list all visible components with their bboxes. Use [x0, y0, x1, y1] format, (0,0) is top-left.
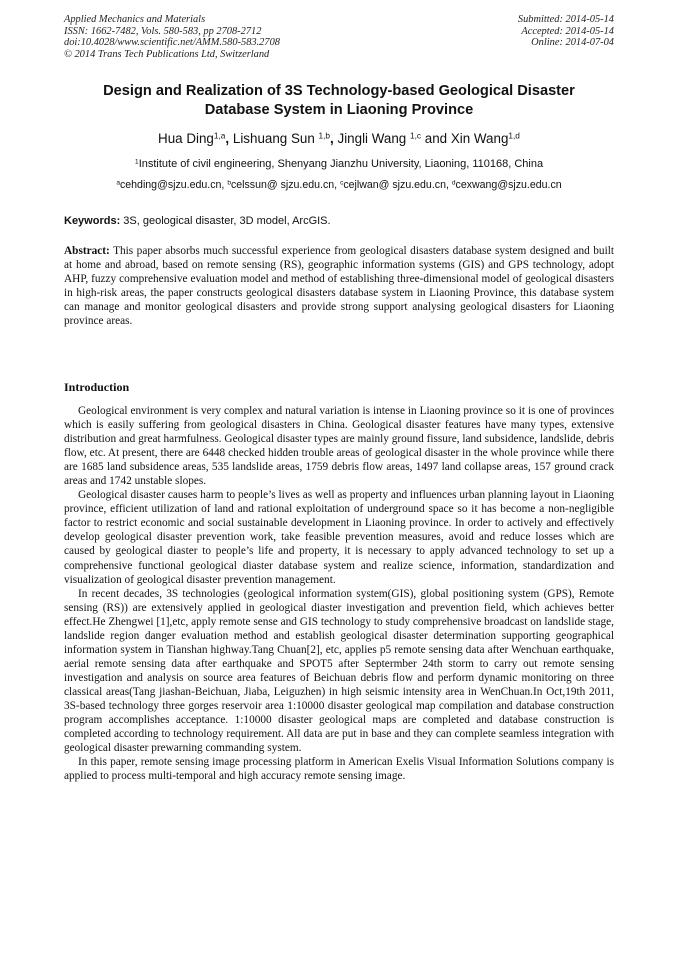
journal-name: Applied Mechanics and Materials — [64, 14, 206, 25]
author-name: Hua Ding — [158, 131, 214, 146]
email-link[interactable]: celssun@ sjzu.edu.cn, — [230, 179, 341, 191]
email-mark: c — [340, 179, 344, 187]
author-list — [60, 130, 618, 148]
title-line-1: Design and Realization of 3S Technology-based Geological Disaster — [103, 83, 575, 99]
author-name: Lishuang Sun — [232, 131, 319, 146]
email-link[interactable]: cehding@sjzu.edu.cn, — [119, 179, 228, 191]
abstract-text: This paper absorbs much successful experience from geological disasters database system designed and built at home and abroad, based on remote sensing (RS), geographic information systems (GIS) and GPS technology, adopt AHP, fuzzy comprehensive evaluation model and method of establishing three-dimensional model of geological disasters in high-risk areas, the paper constructs geological disasters database system in Liaoning Province, this database system can manage and monitor geological disasters and provide strong support analysing geological disasters for Liaoning province areas. — [64, 245, 614, 328]
keywords-label: Keywords: — [64, 215, 121, 227]
online-date: Online: 2014-07-04 — [531, 37, 614, 49]
author-affiliation-mark: 1,d — [508, 130, 520, 141]
journal-issn: ISSN: 1662-7482, Vols. 580-583, pp 2708-2712 — [64, 25, 262, 37]
author-affiliation-mark: 1,b — [318, 130, 331, 141]
section-heading-introduction: Introduction — [64, 380, 130, 394]
email-link[interactable]: cexwang@sjzu.edu.cn — [455, 179, 562, 191]
publication-dates — [518, 14, 614, 49]
email-mark: b — [227, 179, 231, 187]
journal-copyright: © 2014 Trans Tech Publications Ltd, Switzerland — [64, 48, 270, 60]
author-affiliation-mark: 1,c — [409, 130, 422, 141]
author-separator: , — [225, 131, 233, 146]
abstract-label: Abstract: — [64, 245, 110, 257]
submitted-date: Submitted: 2014-05-14 — [517, 14, 614, 25]
author-conjunction: and — [421, 131, 451, 146]
paper-title — [60, 82, 618, 119]
author-separator: , — [330, 131, 338, 146]
accepted-date: Accepted: 2014-05-14 — [521, 25, 614, 37]
affiliation-mark: 1 — [134, 158, 139, 166]
author-emails — [60, 178, 618, 192]
affiliation — [60, 157, 618, 171]
journal-doi[interactable]: doi:10.4028/www.scientific.net/AMM.580-583.2708 — [64, 37, 280, 49]
email-mark: d — [451, 179, 456, 187]
email-link[interactable]: cejlwan@ sjzu.edu.cn, — [343, 179, 452, 191]
paragraph: Geological disaster causes harm to people’s lives as well as property and influences urban planning layout in Liaoning province, efficient utilization of land and rational exploitation of underground space so it has become a non-negligible factor to restrict economic and social sustainable development in Liaoning province. In order to actively and effectively develop geological disaster prevention work, take feasible prevention measures, avoid and reduce losses which are caused by geological diaster to people’s life and property, it is necessary to apply advanced technology to set up a comprehensive functional geological diaster database system and realize science, information, standardization and visualization of geological disaster prevention management. — [64, 489, 614, 586]
journal-header — [64, 14, 280, 60]
affiliation-text: Institute of civil engineering, Shenyang Jianzhu University, Liaoning, 110168, China — [138, 158, 544, 170]
keywords-text: 3S, geological disaster, 3D model, ArcGIS. — [120, 215, 331, 227]
email-mark: a — [116, 179, 120, 187]
paragraph: In this paper, remote sensing image processing platform in American Exelis Visual Information Solutions company is applied to process multi-temporal and high accuracy remote sensing image. — [64, 756, 614, 783]
author-name: Jingli Wang — [337, 131, 410, 146]
paragraph: In recent decades, 3S technologies (geological information system(GIS), global positioning system (GPS), Remote sensing (RS)) are extensively applied in geological diaster investigation and prevention field, which achieves better effect.He Zhengwei [1],etc, apply remote sense and GIS technology to study comprehensive broadcast on landslide stage, landslide region danger evaluation method and establish geological disaster determination supporting geographical information system in Tianshan highway.Tang Chuan[2], etc, applies p5 remote sensing data after Wenchuan earthquake, aerial remote sensing data after earthquake and SPOT5 after Septermber 24th storm to carry out remote sensing investigation and analysis on source area features of Beichuan debris flow and perform dynamic monitoring on three classical areas(Tang jiashan-Beichuan, Jiaba, Leiguzhen) in high seismic intensity area in WenChuan.In Oct,19th 2011, 3S-based technology three gorges reservoir area 1:10000 disaster geological map compilation and database construction program accomplishes acceptance. 1:10000 disaster geological maps are completed and database construction is completed according to technology requirement. All data are put in base and they can complete seamless integration with geological disaster prewarning commanding system. — [64, 587, 614, 755]
abstract — [64, 244, 614, 328]
author-name: Xin Wang — [450, 131, 509, 146]
introduction-body — [64, 404, 614, 783]
title-line-2: Database System in Liaoning Province — [204, 101, 474, 118]
paragraph: Geological environment is very complex and natural variation is intense in Liaoning province so it is one of provinces which is easily suffering from geological disasters in China. Geological disaster features have many types, extensive distribution and great harmfulness. Geological disaster types are mainly ground fissure, land subsidence, landslide, debris flow, etc. At present, there are 6448 checked hidden trouble areas of geological disaster in the whole province while there are 1685 land subsidence areas, 535 landslide areas, 1759 debris flow areas, 1497 land collapse areas, 157 ground crack areas and 1742 unstable slopes. — [64, 405, 614, 488]
author-affiliation-mark: 1,a — [213, 130, 226, 141]
keywords — [64, 214, 614, 228]
